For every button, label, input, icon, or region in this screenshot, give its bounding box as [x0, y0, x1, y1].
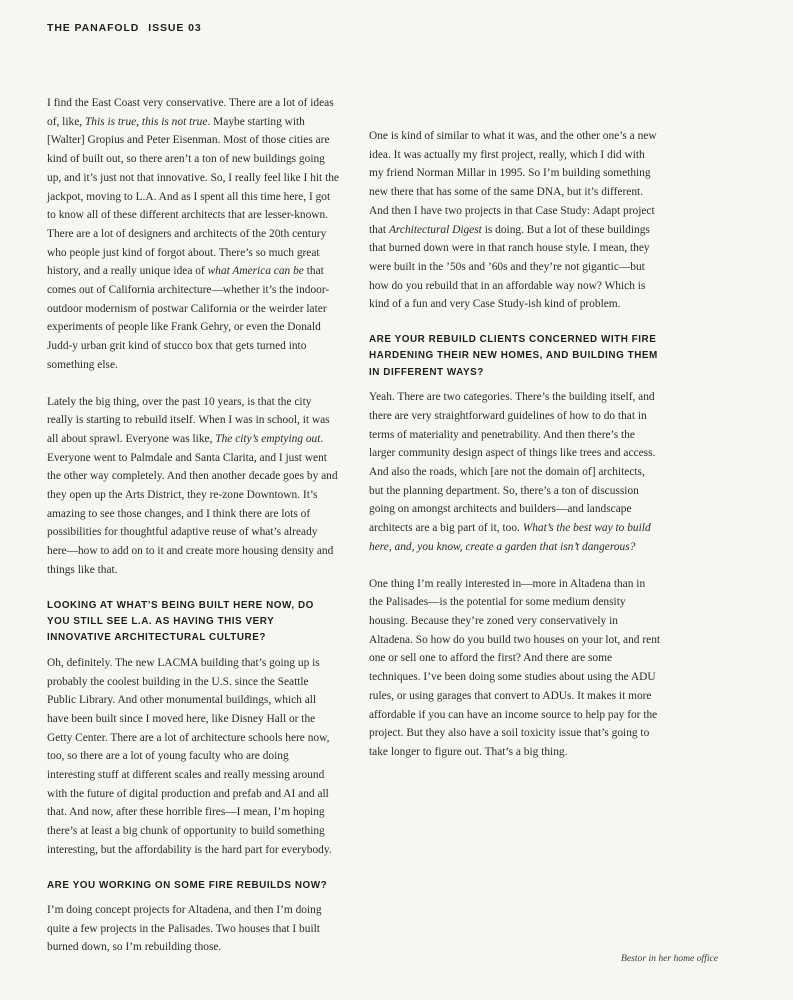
issue-number: ISSUE 03 — [148, 22, 202, 34]
right-column — [369, 127, 661, 780]
running-header — [47, 22, 202, 34]
paragraph: Oh, definitely. The new LACMA building that’s going up is probably the coolest building in the U.S. since the Seattle Public Library. And other monumental buildings, which all have been built since I moved here, like Disney Hall or the Getty Center. There are a lot of architecture schools here now, too, so there are a lot of young faculty who are doing interesting stuff at different scales and really messing around with the future of digital production and prefab and AI and all that. And now, after these horrible fires—I mean, I’m hoping there’s at least a big chunk of opportunity to build something interesting, but the affordability is the hard part for everybody. — [47, 656, 332, 856]
paragraph: One thing I’m really interested in—more in Altadena than in the Palisades—is the potential for some medium density housing. Because they’re zoned very conservatively in Altadena. So how do you build two houses on your lot, and rent one or sell one to afford the first? And there are some techniques. I’ve been doing some studies about using the ADU rules, or using garages that convert to ADUs. It makes it more affordable if you can have an income source to help pay for the project. But they also have a soil toxicity issue that’s going to take longer to figure out. That’s a big thing. — [369, 577, 661, 758]
paragraph: Yeah. There are two categories. There’s the building itself, and there are very straightforward guidelines of how to do that in terms of materiality and penetrability. And then there’s the larger community design aspect of things like trees and access. And also the roads, which [are not the domain of] architects, but the planning department. So, there’s a ton of discussion going on amongst architects and builders—and landscape architects are a big part of it, too. What’s the best way to build here, and, you know, create a garden that isn’t dangerous? — [369, 391, 656, 553]
paragraph: Lately the big thing, over the past 10 years, is that the city really is starting to rebuild itself. When I was in school, it was all about sprawl. Everyone was like, The city’s emptying out. Everyone went to Palmdale and Santa Clarita, and I just went the other way completely. And then another decade goes by and they open up the Arts District, they re-zone Downtown. It’s amazing to see those changes, and I think there are lots of possibilities for thoughtful adaptive reuse of what’s already here—how to add on to it and create more housing density and things like that. — [47, 395, 338, 576]
publication-name: THE PANAFOLD — [47, 22, 140, 34]
paragraph: I find the East Coast very conservative. There are a lot of ideas of, like, This is true, this is not true. Maybe starting with [Walter] Gropius and Peter Eisenman. Most of those cities are kind of built out, so there aren’t a ton of new buildings going up, and it’s just not that innovative. So, I really feel like I hit the jackpot, moving to L.A. And as I spent all this time here, I got to know all of these different architects that are lesser-known. There are a lot of designers and architects of the 20th century who people just kind of forgot about. There’s so much great history, and a really unique idea of what America can be that comes out of California architecture—whether it’s the indoor-outdoor modernism of postwar California or the weirder later experiments of people like Frank Gehry, or even the Donald Judd-y urban grit kind of stucco box that gets turned into something else. — [47, 97, 339, 371]
interview-question: LOOKING AT WHAT’S BEING BUILT HERE NOW, DO YOU STILL SEE L.A. AS HAVING THIS VERY INNOVATIVE ARCHITECTURAL CULTURE? — [47, 599, 314, 644]
interview-question: ARE YOUR REBUILD CLIENTS CONCERNED WITH FIRE HARDENING THEIR NEW HOMES, AND BUILDING THEM IN DIFFERENT WAYS? — [369, 334, 658, 378]
paragraph: I’m doing concept projects for Altadena, and then I’m doing quite a few projects in the Palisades. Two houses that I built burned down, so I’m rebuilding those. — [47, 903, 322, 954]
photo-caption: Bestor in her home office — [621, 953, 718, 964]
paragraph: One is kind of similar to what it was, and the other one’s a new idea. It was actually my first project, really, which I did with my friend Norman Millar in 1995. So I’m building something new there that has some of the same DNA, but it’s different. And then I have two projects in that Case Study: Adapt project that Architectural Digest is doing. But a lot of these buildings that burned down were in that ranch house style. I mean, they were built in the ’50s and ’60s and they’re not gigantic—but how do you rebuild that in an affordable way now? Which is kind of a fun and very Case Study-ish kind of problem. — [369, 130, 657, 311]
interview-question: ARE YOU WORKING ON SOME FIRE REBUILDS NOW? — [47, 879, 328, 891]
left-column — [47, 94, 339, 975]
